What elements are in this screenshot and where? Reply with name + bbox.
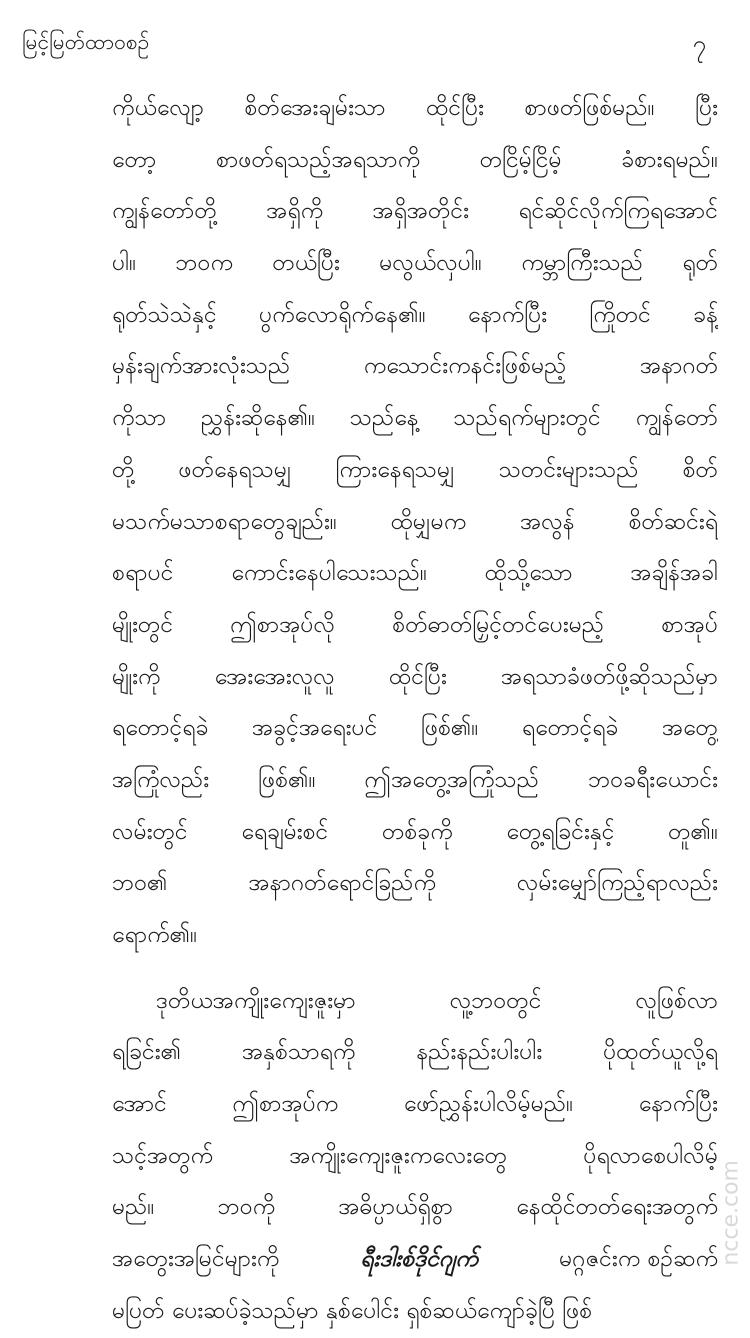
text-word: အရှိကို (266, 198, 324, 225)
text-word: ရေချမ်းစင် (241, 818, 329, 845)
text-word: ဖြစ်၏။ (258, 766, 316, 793)
text-word: အခွင့်အရေးပင် (252, 715, 378, 742)
text-word: မည်။ (112, 1194, 155, 1221)
text-word: ဖတ်နေရသမျှ (178, 456, 292, 483)
text-word: ဖော်ညွှန်းပါလိမ့်မည်။ (403, 1091, 574, 1118)
magazine-name: ရီးဒါးစ်ဒိုင်ဂျက် (360, 1246, 479, 1273)
text-word: ရခြင်း၏ (112, 1039, 182, 1066)
text-word: စိတ် (682, 456, 718, 483)
body-text (112, 83, 718, 1338)
text-word: ရောက်၏။ (112, 922, 198, 948)
text-word: အချိန်အခါ (630, 560, 718, 587)
text-word: ကသောင်းကနင်းဖြစ်မည့် (363, 353, 567, 380)
text-word: ခန့် (693, 301, 718, 328)
text-word: တငြိမ့်ငြိမ့် (479, 146, 562, 173)
text-word: ရင်ဆိုင်လိုက်ကြရအောင် (518, 198, 718, 225)
text-word: နောက်ပြီး (467, 301, 548, 328)
text-word: ကျွန်တော် (635, 405, 718, 432)
text-line (112, 135, 718, 187)
text-word: ဘဝကို (217, 1194, 276, 1221)
text-line-segment: အတွေးအမြင်များကို (112, 1246, 280, 1273)
text-word: အောင် (112, 1091, 167, 1118)
text-word: ထိုင်ပြီး (389, 663, 447, 690)
text-word: အနှစ်သာရကို (242, 1039, 356, 1066)
text-word: စာအုပ် (661, 611, 718, 638)
text-word: အတွေ့ (661, 715, 718, 742)
paragraph-2 (112, 976, 718, 1338)
text-line (112, 83, 718, 135)
text-word: ကိုယ်လျော့ (112, 95, 204, 121)
text-word: တစ်ခုကို (381, 818, 453, 845)
text-line (112, 238, 718, 290)
text-line (112, 548, 718, 600)
text-line (112, 1286, 718, 1338)
text-word: လူဖြစ်လာ (635, 987, 718, 1014)
text-word: အနာဂတ် (639, 353, 718, 380)
text-word: သည်ရက်များတွင် (453, 405, 601, 432)
text-word: စာဖတ်ရသည့်အရသာကို (215, 146, 421, 173)
text-word: ဘဝ၏ (112, 870, 168, 897)
text-line (112, 1182, 718, 1234)
text-word: ရတောင့်ရခဲ (521, 715, 619, 742)
text-line (112, 393, 718, 445)
text-word: အဓိပ္ပာယ်ရှိစွာ (338, 1194, 453, 1221)
text-line (112, 341, 718, 393)
text-word: ဘဝက (175, 250, 233, 277)
text-line (112, 186, 718, 238)
text-word: အေးအေးလူလူ (214, 663, 335, 690)
text-line-segment: မဂ္ဂဇင်းက စဉ်ဆက် (559, 1246, 718, 1273)
text-word: လူ့ဘဝတွင် (449, 987, 542, 1014)
watermark: ncce.com (719, 1160, 744, 1266)
text-line (112, 755, 718, 807)
text-word: မသက်မသာစရာတွေချည်း။ (112, 508, 337, 535)
text-line (112, 1234, 718, 1286)
text-word: ဖြစ်၏။ (420, 715, 479, 742)
text-line (112, 1079, 718, 1131)
text-word: စိတ်အေးချမ်းသာ (244, 95, 386, 121)
text-word: ကမ္ဘာကြီးသည် (521, 250, 644, 277)
text-word: ဤစာအုပ်လို (230, 611, 336, 638)
text-word: ပိုရလာစေပါလိမ့် (583, 1142, 718, 1169)
text-line (112, 290, 718, 342)
text-word: နည်းနည်းပါးပါး (416, 1039, 543, 1066)
text-word: တော့ (112, 146, 157, 173)
running-header-title: မြင့်မြတ်ထာဝစဉ် (22, 30, 150, 54)
text-word: အရသာခံဖတ်ဖို့ဆိုသည်မှာ (501, 663, 718, 690)
text-word: အနာဂတ်ရောင်ခြည်ကို (248, 870, 436, 897)
text-line (112, 807, 718, 859)
text-word: ဘဝခရီးယောင်း (588, 766, 718, 793)
text-word: မျိုးတွင် (112, 611, 174, 638)
text-word: ကြားနေရသမျှ (335, 456, 455, 483)
text-word: ကျွန်တော်တို့ (112, 198, 217, 225)
text-word: စရာပင် (112, 560, 174, 587)
text-word: တယ်ပြီး (272, 250, 340, 277)
text-word: တို့ (112, 456, 135, 483)
text-word: ဤအတွေ့အကြုံသည် (364, 766, 540, 793)
text-word: သင့်အတွက် (112, 1142, 214, 1169)
text-word: ရုတ်သဲသဲနှင့် (112, 301, 217, 328)
text-line (112, 703, 718, 755)
text-word: အရှိအတိုင်း (372, 198, 469, 225)
text-word: မှန်းချက်အားလုံးသည် (112, 353, 291, 380)
text-word: ကောင်းနေပါသေးသည်။ (231, 560, 427, 587)
page-number: ၇ (692, 30, 706, 58)
text-line (112, 1131, 718, 1183)
text-word: ထိုသို့သော (484, 560, 573, 587)
text-word: ပါ။ (112, 250, 137, 277)
paragraph-gap (112, 962, 718, 976)
text-word: အကျိုးကျေးဇူးကလေးတွေ (289, 1142, 508, 1169)
text-word: လှမ်းမျှော်ကြည့်ရာလည်း (516, 870, 718, 897)
text-line (112, 445, 718, 497)
text-line (112, 497, 718, 549)
text-word: သတင်းများသည် (498, 456, 639, 483)
text-word: ရတောင့်ရခဲ (112, 715, 209, 742)
paragraph-1 (112, 83, 718, 962)
text-word: နောက်ပြီး (638, 1091, 718, 1118)
text-word: မျိုးကို (112, 663, 161, 690)
text-word: ဤစာအုပ်က (232, 1091, 339, 1118)
text-word: ပိုထုတ်ယူလို့ရ (603, 1039, 718, 1066)
text-word: စိတ်ဆင်းရဲ (628, 508, 718, 535)
text-word: တွေ့ရခြင်းနှင့် (506, 818, 615, 845)
text-word: နေထိုင်တတ်ရေးအတွက် (516, 1194, 718, 1221)
text-word: သည်နေ့ (349, 405, 419, 432)
text-word: အလွန် (520, 508, 575, 535)
text-word: ရုတ် (682, 250, 718, 277)
text-word: ထိုင်ပြီး (426, 95, 484, 121)
text-word: ခံစားရမည်။ (621, 146, 718, 173)
text-word: စိတ်ဓာတ်မြှင့်တင်ပေးမည့် (392, 611, 605, 638)
text-word: ပွက်လောရိုက်နေ၏။ (258, 301, 426, 328)
text-line (112, 600, 718, 652)
text-word: ဒုတိယအကျိုးကျေးဇူးမှာ (156, 987, 356, 1014)
text-line (112, 1027, 718, 1079)
text-word: ပြီး (695, 95, 718, 121)
text-line-segment: မပြတ် ပေးဆပ်ခဲ့သည်မှာ နှစ်ပေါင်း ရှစ်ဆယ်ကျော်ခဲ့ပြီ ဖြစ် (112, 1297, 593, 1324)
text-word: ကိုသာ (112, 405, 167, 432)
text-word: ထိုမျှမက (390, 508, 467, 535)
text-word: စာဖတ်ဖြစ်မည်။ (524, 95, 655, 121)
text-line (112, 910, 718, 962)
text-word: လမ်းတွင် (112, 818, 188, 845)
text-line (112, 976, 718, 1028)
text-word: ညွှန်းဆိုနေ၏။ (200, 405, 316, 432)
text-word: အကြုံလည်း (112, 766, 210, 793)
text-line (112, 858, 718, 910)
text-line (112, 652, 718, 704)
text-word: တူ၏။ (668, 818, 718, 845)
text-word: မလွယ်လှပါ။ (379, 250, 482, 277)
text-word: ကြိုတင် (589, 301, 651, 328)
